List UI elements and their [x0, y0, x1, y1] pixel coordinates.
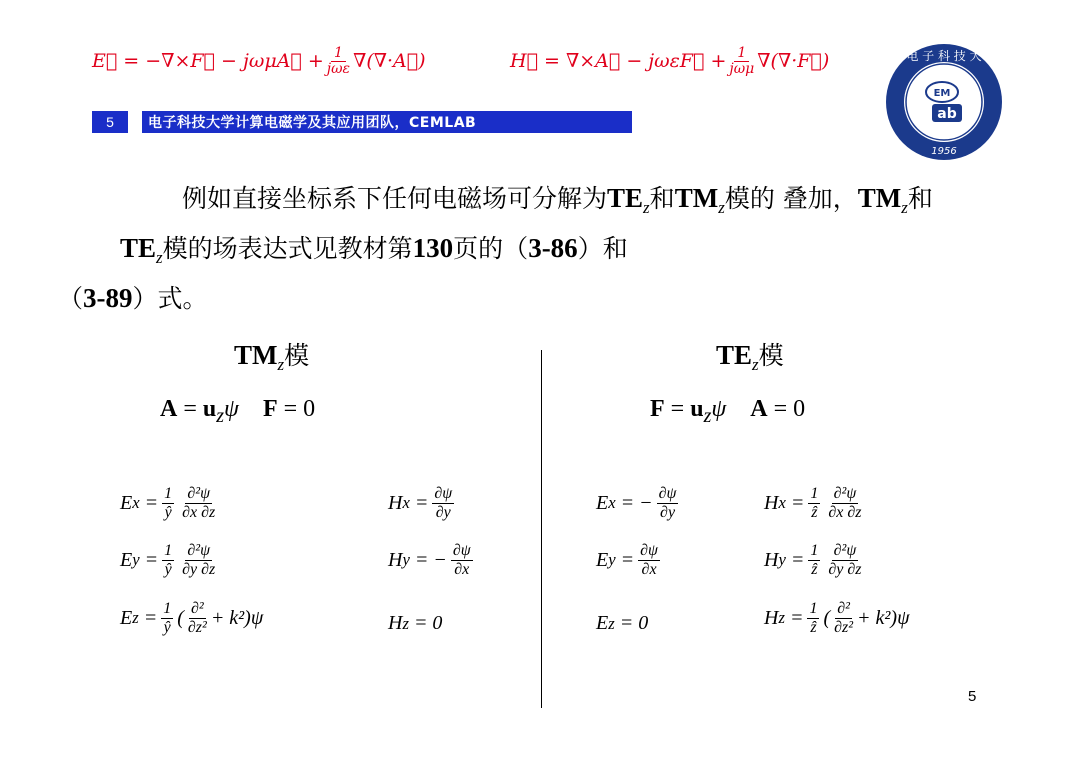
tm-eq-hz: H z = 0	[388, 612, 443, 634]
te-eq-hz: H z = $\frac{1}{\text{ẑ}}$ ( $\frac{\text{∂²}}{\text{∂z²}}$ + k²)ψ	[764, 600, 910, 636]
logo-text: ab	[937, 106, 957, 122]
te-eq-ey: E y = $\frac{\partial\psi}{\partial x}$	[596, 542, 658, 578]
column-divider	[541, 350, 542, 708]
tm-eq-hx: H x = $\frac{\partial\psi}{\partial y}$	[388, 485, 453, 521]
tm-eq-ex: E x = $\frac{1}{ŷ}$ $\frac{\text{∂²ψ}}{\partial x \partial z}$	[120, 485, 216, 521]
te-eq-ex: E x = − $\frac{\partial\psi}{\partial y}$	[596, 485, 677, 521]
tm-eq-hy: H y = − $\frac{\partial\psi}{\partial x}$	[388, 542, 471, 578]
te-eq-hy: H y = $\frac{1}{\text{ẑ}}$ $\frac{\text{∂²ψ}}{\partial y \partial z}$	[764, 542, 862, 578]
tm-potential: $A = u_z\psi$ F = 0	[160, 396, 316, 427]
logo-year: 1956	[931, 146, 957, 157]
team-banner: 电子科技大学计算电磁学及其应用团队，CEMLAB	[142, 111, 632, 133]
svg-text:电 子 科 技 大: 电 子 科 技 大	[906, 49, 982, 63]
tm-eq-ey: E y = $\frac{1}{ŷ}$ $\frac{\text{∂²ψ}}{\partial y \partial z}$	[120, 542, 216, 578]
svg-text:EM: EM	[933, 88, 951, 99]
te-heading: $TE_z$模	[716, 340, 784, 374]
te-potential: $F = u_z\psi$ A = 0	[650, 396, 806, 427]
intro-paragraph: 例如直接坐标系下任何电磁场可分解为$TE_z$和$TM_z$模的 叠加，$TM_z$和$TE_z$模的场表达式见教材第130页的（3-86）和 （3-89）式。	[58, 183, 933, 313]
tm-eq-ez: E z = $\frac{1}{ŷ}$ ( $\frac{\text{∂²}}{\text{∂z²}}$ + k²)ψ	[120, 600, 264, 636]
te-eq-ez: E z = 0	[596, 612, 649, 634]
te-eq-hx: H x = $\frac{1}{\text{ẑ}}$ $\frac{\text{∂²ψ}}{\partial x \partial z}$	[764, 485, 862, 521]
header-equation-h: H⃗ = ∇×A⃗ − jωεF⃗ + $\frac{1}{\text{jωμ}}$ ∇(∇·F⃗)	[510, 45, 830, 77]
footer-page-number: 5	[968, 688, 977, 705]
header-equation-e: E⃗ = −∇×F⃗ − jωμA⃗ + $\frac{1}{\text{jωε}}$ ∇(∇·A⃗)	[92, 45, 426, 77]
slide-number-badge: 5	[92, 111, 128, 133]
cemlab-logo	[884, 42, 1004, 162]
tm-heading: $TM_z$模	[234, 340, 310, 374]
